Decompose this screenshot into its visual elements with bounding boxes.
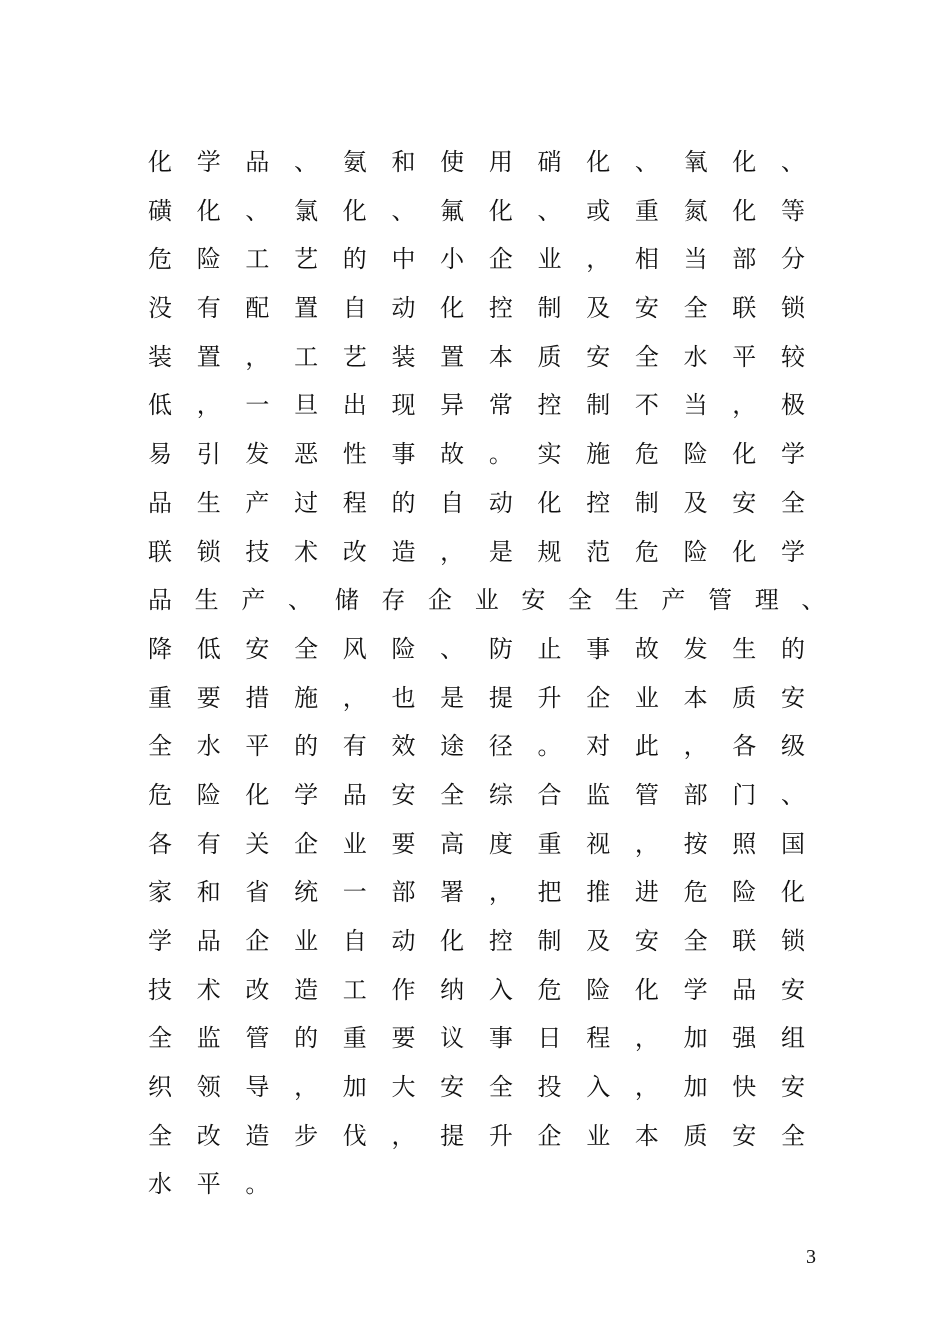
text-line: 品 生 产 过 程 的 自 动 化 控 制 及 安 全 — [148, 488, 805, 517]
text-line: 易 引 发 恶 性 事 故 。 实 施 危 险 化 学 — [148, 440, 805, 469]
text-line: 家 和 省 统 一 部 署 ， 把 推 进 危 险 化 — [148, 878, 805, 907]
text-line: 全 水 平 的 有 效 途 径 。 对 此 ， 各 级 — [148, 732, 805, 761]
text-line: 低 ， 一 旦 出 现 异 常 控 制 不 当 ， 极 — [148, 391, 805, 420]
text-line: 水 平 。 — [148, 1170, 270, 1199]
text-line: 没 有 配 置 自 动 化 控 制 及 安 全 联 锁 — [148, 294, 805, 323]
text-line: 重 要 措 施 ， 也 是 提 升 企 业 本 质 安 — [148, 683, 805, 712]
text-line: 技 术 改 造 工 作 纳 入 危 险 化 学 品 安 — [148, 975, 805, 1004]
text-line: 品 生 产 、 储 存 企 业 安 全 生 产 管 理 、 — [148, 586, 826, 615]
text-line: 各 有 关 企 业 要 高 度 重 视 ， 按 照 国 — [148, 829, 805, 858]
text-line: 织 领 导 ， 加 大 安 全 投 入 ， 加 快 安 — [148, 1073, 805, 1102]
text-line: 危 险 工 艺 的 中 小 企 业 ， 相 当 部 分 — [148, 245, 805, 274]
text-line: 降 低 安 全 风 险 、 防 止 事 故 发 生 的 — [148, 634, 805, 663]
text-line: 化 学 品 、 氨 和 使 用 硝 化 、 氧 化 、 — [148, 148, 805, 176]
text-line: 全 监 管 的 重 要 议 事 日 程 ， 加 强 组 — [148, 1024, 805, 1053]
text-line: 全 改 造 步 伐 ， 提 升 企 业 本 质 安 全 — [148, 1121, 805, 1150]
text-line: 学 品 企 业 自 动 化 控 制 及 安 全 联 锁 — [148, 927, 805, 955]
text-line: 装 置 ， 工 艺 装 置 本 质 安 全 水 平 较 — [148, 342, 805, 371]
text-line: 磺 化 、 氯 化 、 氟 化 、 或 重 氮 化 等 — [148, 196, 805, 225]
body-text — [148, 138, 848, 1209]
text-line: 危 险 化 学 品 安 全 综 合 监 管 部 门 、 — [148, 780, 805, 809]
page-number: 3 — [806, 1246, 816, 1268]
text-line: 联 锁 技 术 改 造 ， 是 规 范 危 险 化 学 — [148, 537, 805, 566]
